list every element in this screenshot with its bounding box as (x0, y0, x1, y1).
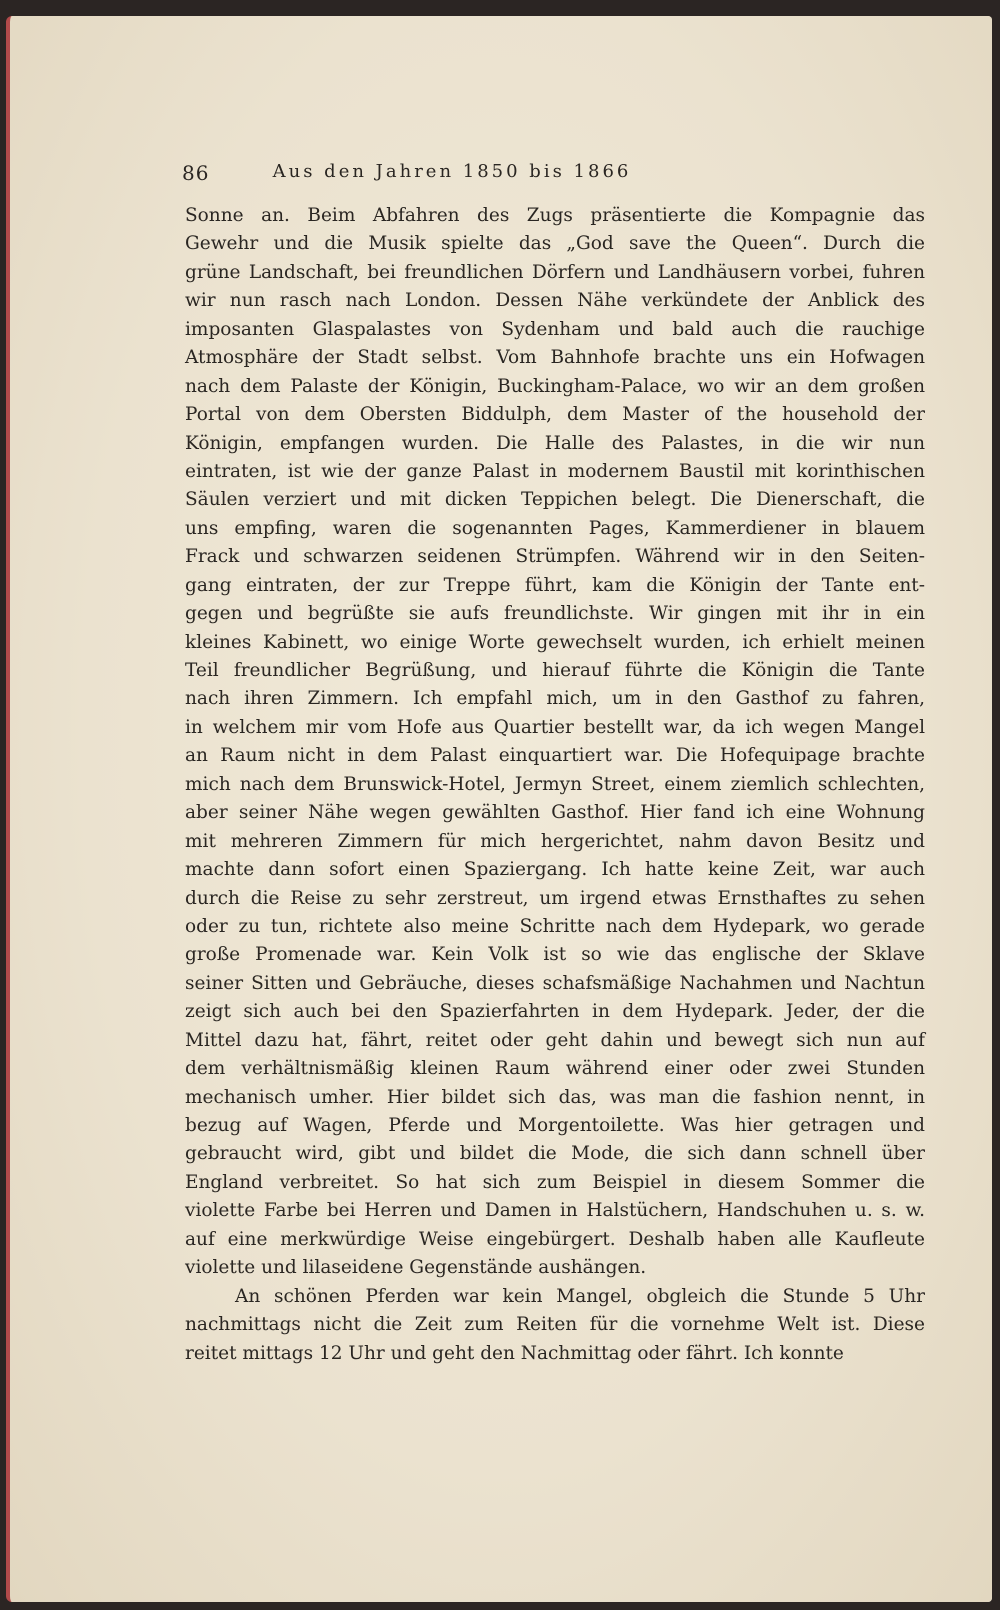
text-line: kleines Kabinett, wo einige Worte gewechselt wurden, ich erhielt meinen (185, 631, 925, 653)
text-line: uns empfing, waren die sogenannten Pages, Kammerdiener in blauem (185, 517, 925, 539)
text-line: nach ihren Zimmern. Ich empfahl mich, um in den Gasthof zu fahren, (185, 688, 925, 710)
text-line: England verbreitet. So hat sich zum Beispiel in diesem Sommer die (185, 1171, 925, 1193)
text-line: imposanten Glaspalastes von Sydenham und bald auch die rauchige (185, 318, 925, 340)
text-line: gegen und begrüßte sie aufs freundlichste. Wir gingen mit ihr in ein (185, 603, 925, 625)
text-line: auf eine merkwürdige Weise eingebürgert. Deshalb haben alle Kaufleute (185, 1228, 925, 1250)
text-line: gang eintraten, der zur Treppe führt, kam die Königin der Tante ent- (185, 574, 925, 596)
text-line: dem verhältnismäßig kleinen Raum während einer oder zwei Stunden (185, 1058, 925, 1080)
text-line: Säulen verziert und mit dicken Teppichen belegt. Die Dienerschaft, die (185, 489, 925, 511)
text-line: bezug auf Wagen, Pferde und Morgentoilette. Was hier getragen und (185, 1115, 925, 1136)
text-line: violette und lilaseidene Gegenstände aushängen. (185, 1257, 647, 1279)
text-line: mich nach dem Brunswick-Hotel, Jermyn Street, einem ziemlich schlechten, (185, 773, 925, 795)
text-line: nachmittags nicht die Zeit zum Reiten für die vornehme Welt ist. Diese (185, 1314, 925, 1336)
book-page (6, 16, 992, 1602)
text-line: große Promenade war. Kein Volk ist so wie das englische der Sklave (185, 944, 925, 966)
body-text (185, 202, 925, 1368)
text-line: Portal von dem Obersten Biddulph, dem Master of the household der (185, 404, 925, 426)
text-line: Teil freundlicher Begrüßung, und hierauf führte die Königin die Tante (185, 660, 925, 681)
page-number: 86 (182, 161, 210, 185)
text-line: mit mehreren Zimmern für mich hergerichtet, nahm davon Besitz und (185, 830, 925, 852)
text-line: Mittel dazu hat, fährt, reitet oder geht dahin und bewegt sich nun auf (185, 1029, 925, 1051)
page-header (182, 161, 722, 191)
text-line: grüne Landschaft, bei freundlichen Dörfern und Landhäusern vorbei, fuhren (185, 261, 925, 283)
text-line: mechanisch umher. Hier bildet sich das, was man die fashion nennt, in (185, 1086, 925, 1108)
text-line: gebraucht wird, gibt und bildet die Mode, die sich dann schnell über (185, 1143, 925, 1165)
text-line: an Raum nicht in dem Palast einquartiert war. Die Hofequipage brachte (185, 745, 925, 767)
text-line: wir nun rasch nach London. Dessen Nähe verkündete der Anblick des (185, 290, 925, 312)
text-line: in welchem mir vom Hofe aus Quartier bestellt war, da ich wegen Mangel (185, 716, 925, 738)
text-line: Atmosphäre der Stadt selbst. Vom Bahnhofe brachte uns ein Hofwagen (185, 347, 925, 369)
text-line: eintraten, ist wie der ganze Palast in modernem Baustil mit korinthischen (185, 460, 925, 482)
text-line: zeigt sich auch bei den Spazierfahrten in dem Hydepark. Jeder, der die (185, 1001, 925, 1023)
text-line: seiner Sitten und Gebräuche, dieses schafsmäßige Nachahmen und Nachtun (185, 972, 925, 994)
text-line: machte dann sofort einen Spaziergang. Ich hatte keine Zeit, war auch (185, 859, 925, 881)
text-line: violette Farbe bei Herren und Damen in Halstüchern, Handschuhen u. s. w. (185, 1200, 925, 1222)
text-line: An schönen Pferden war kein Mangel, obgleich die Stunde 5 Uhr (235, 1285, 925, 1307)
text-line: nach dem Palaste der Königin, Buckingham-Palace, wo wir an dem großen (185, 375, 925, 397)
text-line: Königin, empfangen wurden. Die Halle des Palastes, in die wir nun (185, 432, 925, 454)
text-line: Frack und schwarzen seidenen Strümpfen. Während wir in den Seiten- (185, 546, 925, 568)
text-line: reitet mittags 12 Uhr und geht den Nachmittag oder fährt. Ich konnte (185, 1342, 844, 1364)
text-line: Gewehr und die Musik spielte das „God save the Queen“. Durch die (185, 233, 925, 255)
running-head: Aus den Jahren 1850 bis 1866 (272, 161, 632, 182)
text-line: aber seiner Nähe wegen gewählten Gasthof. Hier fand ich eine Wohnung (185, 802, 925, 824)
text-line: oder zu tun, richtete also meine Schritte nach dem Hydepark, wo gerade (185, 915, 925, 937)
text-line: Sonne an. Beim Abfahren des Zugs präsentierte die Kompagnie das (185, 205, 925, 226)
text-line: durch die Reise zu sehr zerstreut, um irgend etwas Ernsthaftes zu sehen (185, 887, 925, 909)
